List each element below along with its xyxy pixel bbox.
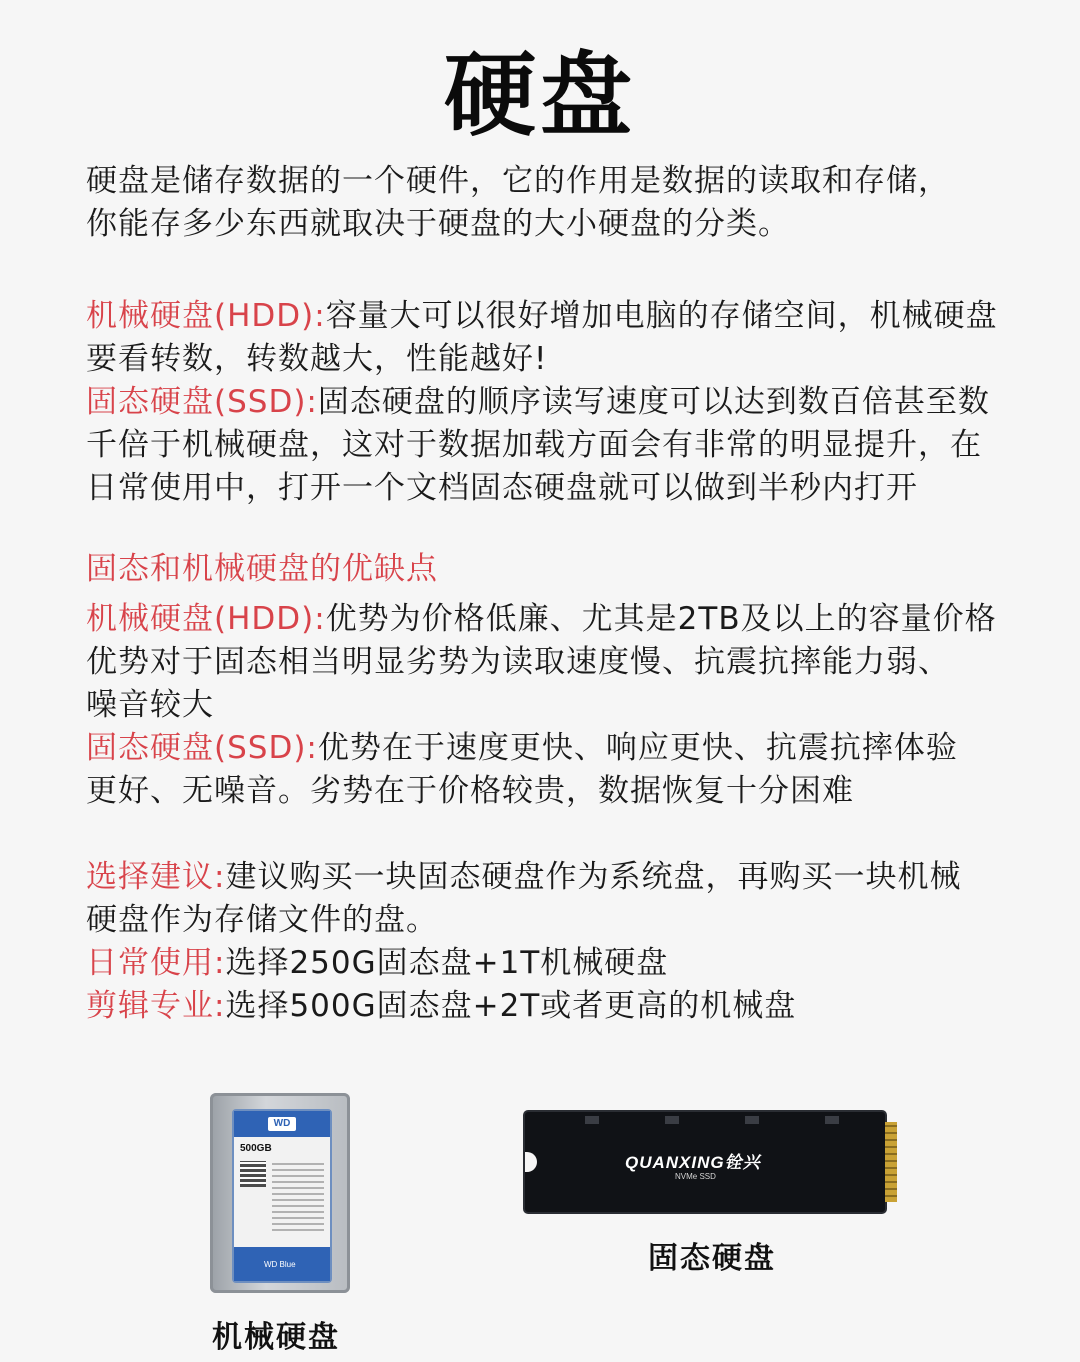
ssd-type-line xyxy=(86,381,1046,424)
ssd-type-line: 千倍于机械硬盘，这对于数据加载方面会有非常的明显提升，在 xyxy=(86,427,982,463)
hdd-image xyxy=(210,1093,350,1293)
pros-cons-section xyxy=(86,548,1046,813)
ssd-component xyxy=(825,1116,839,1124)
ssd-type-line: 日常使用中，打开一个文档固态硬盘就可以做到半秒内打开 xyxy=(86,470,918,506)
editing-label: 剪辑专业: xyxy=(86,988,226,1024)
intro-line: 你能存多少东西就取决于硬盘的大小硬盘的分类。 xyxy=(86,206,790,242)
ssd-model: NVMe SSD xyxy=(675,1172,716,1181)
hdd-text: 容量大可以很好增加电脑的存储空间，机械硬盘 xyxy=(325,298,998,334)
types-section xyxy=(86,295,1046,510)
wd-logo: WD xyxy=(268,1117,296,1131)
ssd-label: 固态硬盘(SSD): xyxy=(86,730,318,766)
advice-line xyxy=(86,856,1046,899)
intro-line: 硬盘是储存数据的一个硬件，它的作用是数据的读取和存储， xyxy=(86,163,950,199)
hdd-brand: WD Blue xyxy=(264,1260,296,1269)
editing-line xyxy=(86,985,1046,1028)
ssd-image xyxy=(525,1112,885,1212)
hdd-fine-print xyxy=(272,1161,324,1231)
hdd-text: 优势为价格低廉、尤其是2TB及以上的容量价格 xyxy=(325,601,997,637)
qr-code-icon xyxy=(240,1161,266,1187)
advice-line: 硬盘作为存储文件的盘。 xyxy=(86,902,438,938)
hdd-proscons-line: 噪音较大 xyxy=(86,687,214,723)
ssd-caption: 固态硬盘 xyxy=(648,1241,776,1276)
ssd-notch xyxy=(525,1152,537,1172)
intro-paragraph xyxy=(86,160,1046,246)
hdd-type-line xyxy=(86,295,1046,338)
daily-use-line xyxy=(86,942,1046,985)
editing-text: 选择500G固态盘+2T或者更高的机械盘 xyxy=(225,988,797,1024)
hdd-type-line: 要看转数，转数越大，性能越好! xyxy=(86,341,548,377)
hdd-label: 机械硬盘(HDD): xyxy=(86,601,326,637)
hdd-label-sticker xyxy=(232,1109,332,1283)
ssd-brand: QUANXING铨兴 xyxy=(625,1153,761,1172)
hdd-proscons-line: 优势对于固态相当明显劣势为读取速度慢、抗震抗摔能力弱、 xyxy=(86,644,950,680)
ssd-text: 优势在于速度更快、响应更快、抗震抗摔体验 xyxy=(317,730,958,766)
ssd-component xyxy=(665,1116,679,1124)
hdd-capacity: 500GB xyxy=(240,1143,272,1154)
ssd-component xyxy=(585,1116,599,1124)
ssd-text: 固态硬盘的顺序读写速度可以达到数百倍甚至数 xyxy=(317,384,990,420)
daily-use-text: 选择250G固态盘+1T机械硬盘 xyxy=(225,945,669,981)
advice-text: 建议购买一块固态硬盘作为系统盘，再购买一块机械 xyxy=(225,859,962,895)
ssd-proscons-line xyxy=(86,727,1046,770)
daily-use-label: 日常使用: xyxy=(86,945,226,981)
hdd-caption: 机械硬盘 xyxy=(212,1320,340,1355)
hdd-proscons-line xyxy=(86,598,1046,641)
ssd-connector xyxy=(885,1122,897,1202)
advice-section xyxy=(86,856,1046,1028)
page-title: 硬盘 xyxy=(443,42,636,149)
ssd-component xyxy=(745,1116,759,1124)
section-heading: 固态和机械硬盘的优缺点 xyxy=(86,551,438,587)
hdd-label: 机械硬盘(HDD): xyxy=(86,298,326,334)
ssd-proscons-line: 更好、无噪音。劣势在于价格较贵，数据恢复十分困难 xyxy=(86,773,854,809)
ssd-label: 固态硬盘(SSD): xyxy=(86,384,318,420)
advice-label: 选择建议: xyxy=(86,859,226,895)
